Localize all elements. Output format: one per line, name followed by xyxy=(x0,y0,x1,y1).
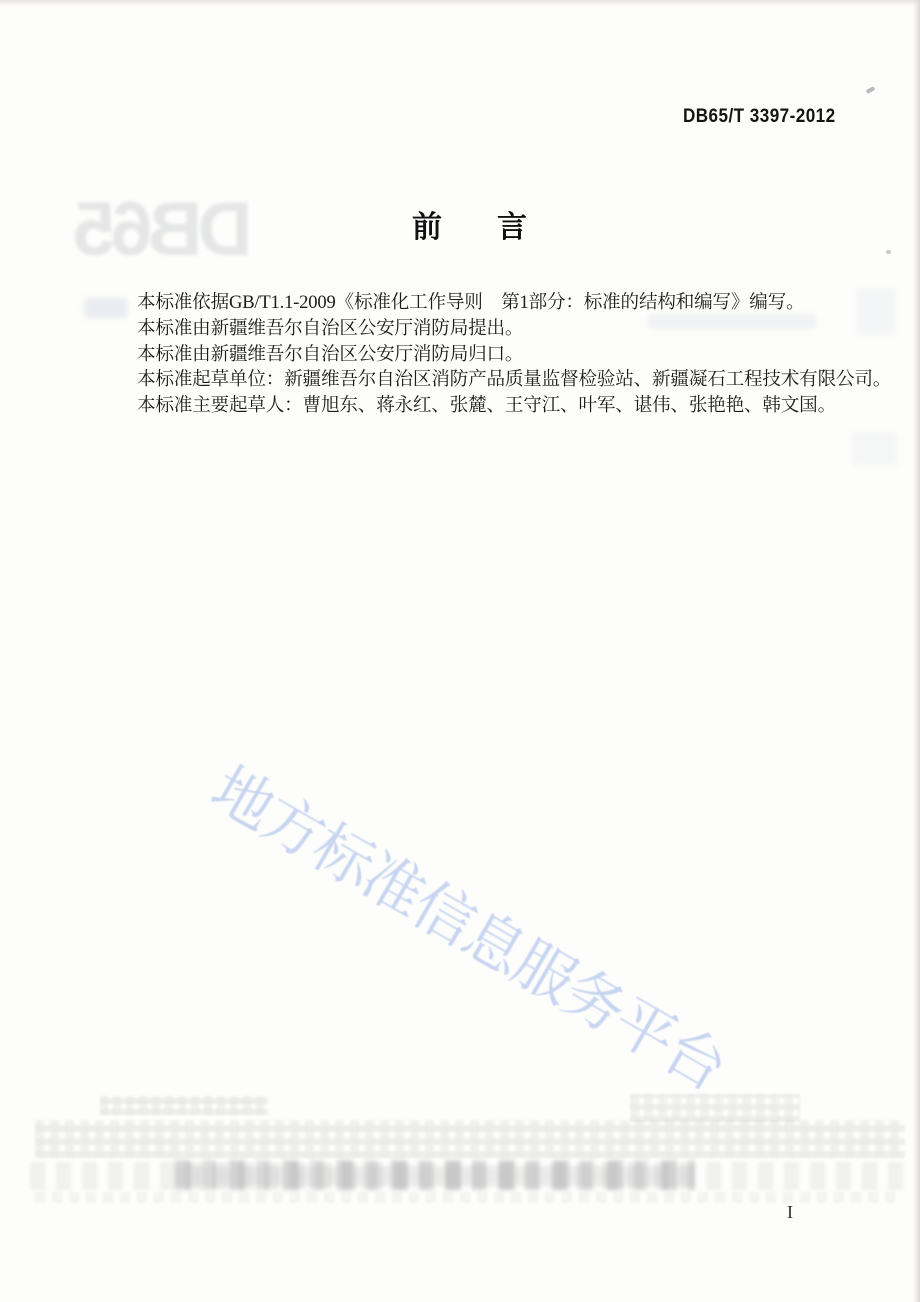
bleedthrough-bold-title-band xyxy=(175,1160,695,1190)
foreword-paragraph: 本标准起草单位：新疆维吾尔自治区消防产品质量监督检验站、新疆凝石工程技术有限公司。 xyxy=(137,369,892,391)
bleedthrough-smudge xyxy=(84,298,128,318)
foreword-paragraph: 本标准主要起草人：曹旭东、蒋永红、张麓、王守江、叶军、谌伟、张艳艳、韩文国。 xyxy=(137,395,836,417)
diagonal-watermark: 地方标准信息服务平台 xyxy=(200,755,736,1103)
title-char-second: 言 xyxy=(497,211,527,244)
scan-edge-right xyxy=(913,0,920,1302)
foreword-body xyxy=(137,290,892,419)
bleedthrough-text-band xyxy=(630,1094,800,1122)
bleedthrough-text-band xyxy=(35,1192,895,1203)
page-title-foreword xyxy=(412,202,527,246)
scan-edge-top xyxy=(0,0,920,6)
foreword-paragraph: 本标准由新疆维吾尔自治区公安厅消防局归口。 xyxy=(137,343,524,365)
bleedthrough-db65-mirrored: DB65 xyxy=(78,187,253,272)
foreword-paragraph: 本标准由新疆维吾尔自治区公安厅消防局提出。 xyxy=(137,317,524,339)
foreword-paragraph: 本标准依据GB/T1.1-2009《标准化工作导则 第1部分：标准的结构和编写》编写。 xyxy=(137,292,805,313)
page-number: I xyxy=(787,1202,793,1222)
bleedthrough-text-band xyxy=(35,1120,905,1158)
bleedthrough-smudge xyxy=(852,432,898,466)
scan-artifact-speck xyxy=(886,250,891,254)
standard-number: DB65/T 3397-2012 xyxy=(683,106,836,127)
bleedthrough-text-band xyxy=(100,1096,268,1115)
scan-artifact-speck xyxy=(866,86,876,94)
title-char-first: 前 xyxy=(412,211,442,244)
